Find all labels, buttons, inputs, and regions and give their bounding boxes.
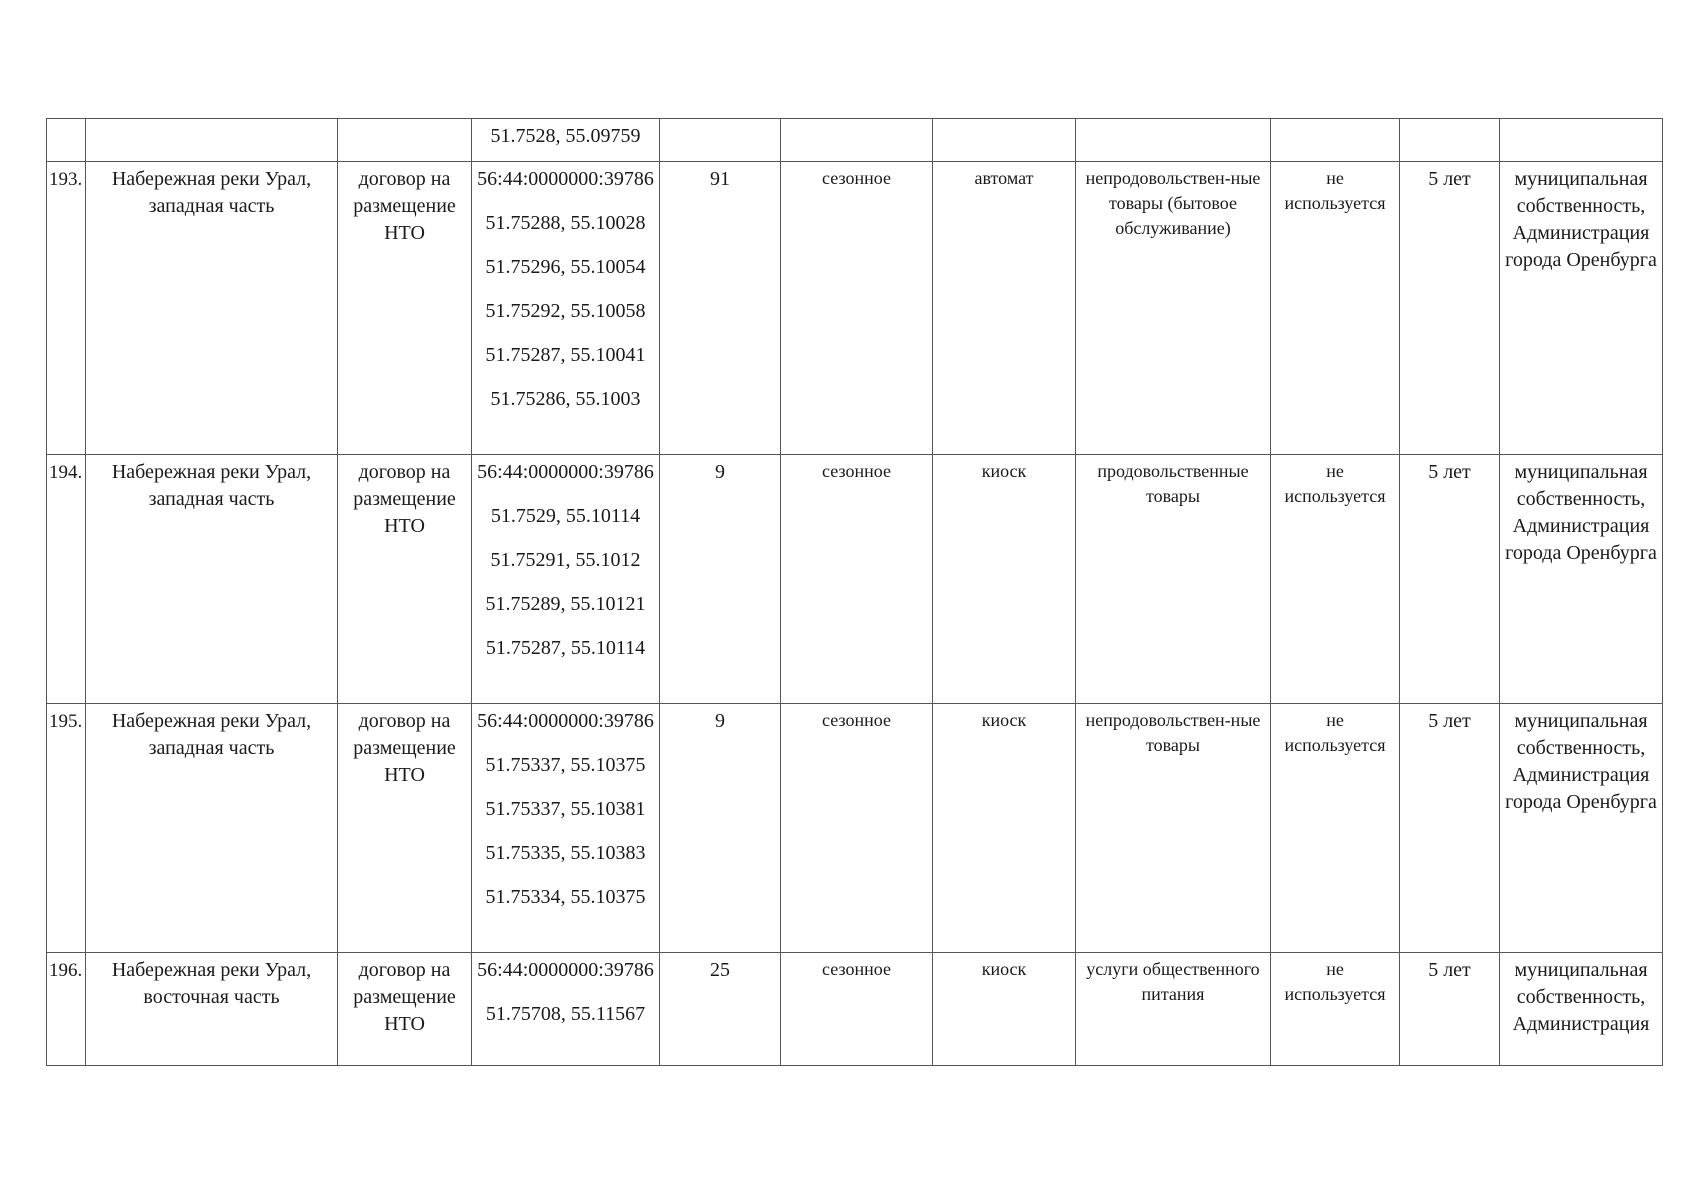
coordinate-pair: 51.75289, 55.10121 <box>485 593 646 615</box>
cell-term <box>1400 119 1500 162</box>
cell-object-type: киоск <box>933 953 1076 1066</box>
coordinate-pair: 51.75334, 55.10375 <box>485 886 646 908</box>
cell-location: Набережная реки Урал, западная часть <box>86 704 338 953</box>
cell-term: 5 лет <box>1400 953 1500 1066</box>
cell-object-type <box>933 119 1076 162</box>
cell-specialization: услуги общественного питания <box>1076 953 1271 1066</box>
nto-placement-table <box>46 118 1663 1066</box>
cell-number: 193. <box>47 162 86 455</box>
cell-specialization: непродовольствен-ные товары (бытовое обслуживание) <box>1076 162 1271 455</box>
cell-usage: не используется <box>1271 704 1400 953</box>
coordinate-pair: 51.75337, 55.10375 <box>485 754 646 776</box>
cell-period-type <box>781 119 933 162</box>
cell-area: 9 <box>660 704 781 953</box>
coordinate-pair: 51.75337, 55.10381 <box>485 798 646 820</box>
cell-location: Набережная реки Урал, западная часть <box>86 455 338 704</box>
coordinate-pair: 51.7528, 55.09759 <box>490 125 641 147</box>
cell-area: 9 <box>660 455 781 704</box>
cell-ownership <box>1500 119 1663 162</box>
cell-object-type: киоск <box>933 704 1076 953</box>
cell-term: 5 лет <box>1400 162 1500 455</box>
cell-coordinates <box>472 162 660 455</box>
cell-period-type: сезонное <box>781 455 933 704</box>
cell-period-type: сезонное <box>781 953 933 1066</box>
table-row-continuation <box>47 119 1663 162</box>
cell-coordinates <box>472 704 660 953</box>
coordinate-pair: 51.75292, 55.10058 <box>485 300 646 322</box>
cadastral-number: 56:44:0000000:39786 <box>477 710 654 732</box>
cell-area: 25 <box>660 953 781 1066</box>
coordinate-pair: 51.75286, 55.1003 <box>490 388 641 410</box>
cell-location <box>86 119 338 162</box>
cadastral-number: 56:44:0000000:39786 <box>477 959 654 981</box>
coordinate-pair: 51.75287, 55.10041 <box>485 344 646 366</box>
coordinate-pair: 51.75288, 55.10028 <box>485 212 646 234</box>
cell-number: 196. <box>47 953 86 1066</box>
table-row <box>47 162 1663 455</box>
coordinate-pair: 51.75287, 55.10114 <box>485 637 646 659</box>
cell-number: 194. <box>47 455 86 704</box>
cell-basis: договор на размещение НТО <box>338 455 472 704</box>
table-row <box>47 455 1663 704</box>
cell-number: 195. <box>47 704 86 953</box>
cell-usage: не используется <box>1271 455 1400 704</box>
cell-number <box>47 119 86 162</box>
cell-basis: договор на размещение НТО <box>338 953 472 1066</box>
coordinate-pair: 51.75296, 55.10054 <box>485 256 646 278</box>
cell-basis: договор на размещение НТО <box>338 162 472 455</box>
cell-period-type: сезонное <box>781 704 933 953</box>
table-row <box>47 953 1663 1066</box>
coordinate-pair: 51.75291, 55.1012 <box>490 549 641 571</box>
coordinate-pair: 51.7529, 55.10114 <box>490 505 641 527</box>
cell-location: Набережная реки Урал, восточная часть <box>86 953 338 1066</box>
coordinate-pair: 51.75708, 55.11567 <box>485 1003 646 1025</box>
cell-coordinates <box>472 455 660 704</box>
cell-ownership: муниципальная собственность, Администрация города Оренбурга <box>1500 704 1663 953</box>
cell-usage <box>1271 119 1400 162</box>
cell-usage: не используется <box>1271 162 1400 455</box>
cell-term: 5 лет <box>1400 455 1500 704</box>
cell-usage: не используется <box>1271 953 1400 1066</box>
cell-object-type: автомат <box>933 162 1076 455</box>
cell-area <box>660 119 781 162</box>
cell-ownership: муниципальная собственность, Администрация <box>1500 953 1663 1066</box>
cell-location: Набережная реки Урал, западная часть <box>86 162 338 455</box>
cell-coordinates <box>472 953 660 1066</box>
cell-object-type: киоск <box>933 455 1076 704</box>
cell-specialization: непродовольствен-ные товары <box>1076 704 1271 953</box>
cell-ownership: муниципальная собственность, Администрация города Оренбурга <box>1500 455 1663 704</box>
cell-basis: договор на размещение НТО <box>338 704 472 953</box>
coordinate-pair: 51.75335, 55.10383 <box>485 842 646 864</box>
table-row <box>47 704 1663 953</box>
cadastral-number: 56:44:0000000:39786 <box>477 168 654 190</box>
cell-area: 91 <box>660 162 781 455</box>
cell-specialization: продовольственные товары <box>1076 455 1271 704</box>
cell-period-type: сезонное <box>781 162 933 455</box>
cell-ownership: муниципальная собственность, Администрация города Оренбурга <box>1500 162 1663 455</box>
cell-coordinates <box>472 119 660 162</box>
cell-basis <box>338 119 472 162</box>
cadastral-number: 56:44:0000000:39786 <box>477 461 654 483</box>
cell-specialization <box>1076 119 1271 162</box>
cell-term: 5 лет <box>1400 704 1500 953</box>
